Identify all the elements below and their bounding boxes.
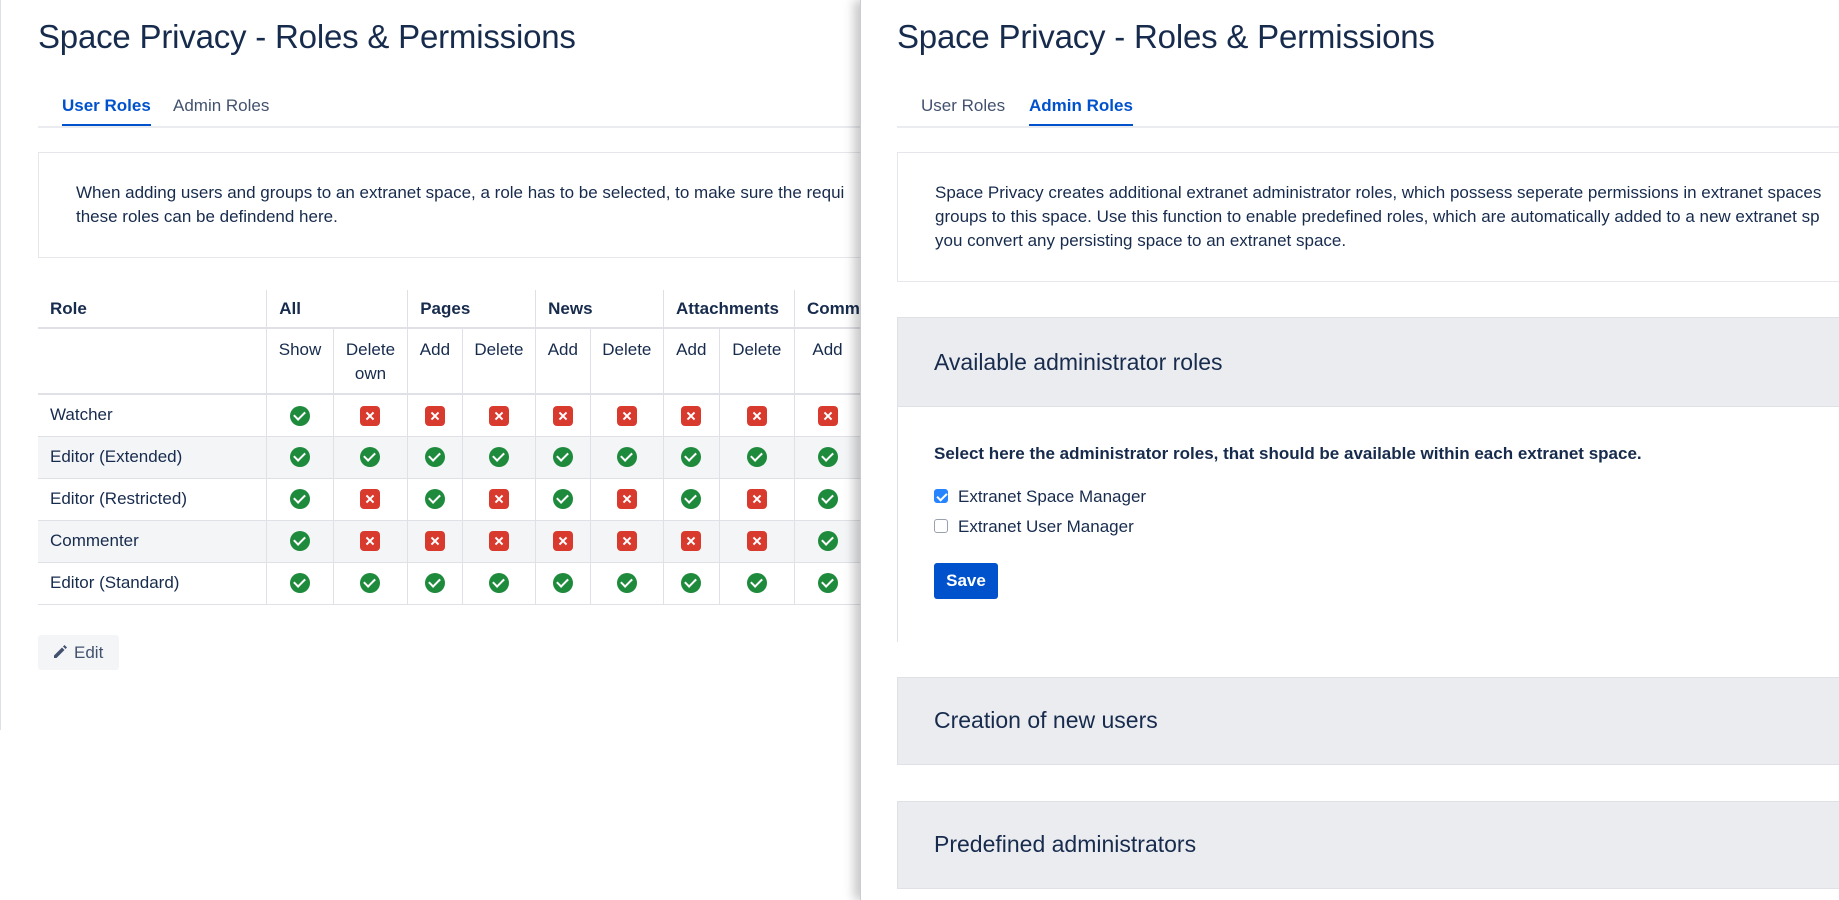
role-name: Commenter [50, 531, 139, 550]
cross-square-icon [747, 531, 767, 551]
col-sub-pages-add: Add [408, 328, 462, 394]
check-circle-icon [489, 447, 509, 467]
permission-cell [462, 520, 535, 562]
permission-cell [536, 394, 590, 436]
permission-cell [462, 394, 535, 436]
save-button[interactable]: Save [934, 563, 998, 599]
permission-cell [333, 436, 407, 478]
admin-roles-panel [860, 0, 1839, 900]
option-label: Extranet Space Manager [958, 487, 1147, 506]
info-line-1: Space Privacy creates additional extranet administrator roles, which possess seperate permissions in extranet spaces [935, 183, 1822, 202]
check-circle-icon [360, 447, 380, 467]
cross-square-icon [617, 531, 637, 551]
permission-cell [267, 436, 333, 478]
cross-square-icon [489, 489, 509, 509]
check-circle-icon [681, 447, 701, 467]
check-circle-icon [617, 573, 637, 593]
permission-cell [719, 394, 794, 436]
permission-cell [408, 436, 462, 478]
check-circle-icon [290, 406, 310, 426]
cross-square-icon [747, 406, 767, 426]
available-admin-roles-section [897, 317, 1839, 642]
cross-square-icon [360, 406, 380, 426]
pencil-icon [52, 643, 68, 659]
info-line-2: groups to this space. Use this function to enable predefined roles, which are automatically added to a new extranet sp [935, 207, 1820, 226]
check-circle-icon [818, 447, 838, 467]
permission-cell [795, 520, 860, 562]
permission-cell [408, 520, 462, 562]
permission-cell [267, 520, 333, 562]
cross-square-icon [818, 406, 838, 426]
predefined-administrators-section[interactable] [897, 801, 1839, 889]
check-circle-icon [747, 447, 767, 467]
edit-label: Edit [74, 643, 104, 662]
select-instruction: Select here the administrator roles, that should be available within each extranet space. [934, 444, 1642, 463]
permission-cell [719, 436, 794, 478]
creation-of-new-users-section[interactable] [897, 677, 1839, 765]
permission-cell [664, 394, 720, 436]
check-circle-icon [360, 573, 380, 593]
tab-bar [897, 92, 1839, 128]
table-row [38, 562, 860, 604]
col-sub-attachments-delete: Delete [719, 328, 794, 394]
permissions-table [38, 290, 860, 605]
col-sub-comments-add: Add [795, 328, 860, 394]
cross-square-icon [489, 531, 509, 551]
col-sub-news-add: Add [536, 328, 590, 394]
info-box [897, 152, 1839, 282]
permission-cell [590, 562, 663, 604]
option-extranet-user-manager[interactable] [934, 517, 1134, 537]
check-circle-icon [818, 489, 838, 509]
cross-square-icon [617, 406, 637, 426]
permission-cell [719, 520, 794, 562]
tab-admin-roles[interactable]: Admin Roles [173, 96, 270, 115]
permission-cell [664, 478, 720, 520]
cross-square-icon [489, 406, 509, 426]
permission-cell [333, 520, 407, 562]
check-circle-icon [425, 573, 445, 593]
check-circle-icon [617, 447, 637, 467]
role-name: Watcher [50, 405, 113, 425]
check-circle-icon [425, 489, 445, 509]
info-line-2: these roles can be defindend here. [76, 207, 338, 226]
check-circle-icon [681, 489, 701, 509]
permission-cell [664, 436, 720, 478]
tab-admin-roles[interactable]: Admin Roles [1029, 96, 1133, 126]
permission-cell [590, 520, 663, 562]
permission-cell [333, 478, 407, 520]
permission-cell [333, 394, 407, 436]
check-circle-icon [553, 573, 573, 593]
cross-square-icon [617, 489, 637, 509]
check-circle-icon [425, 447, 445, 467]
info-box [38, 152, 860, 258]
cross-square-icon [425, 531, 445, 551]
cross-square-icon [553, 406, 573, 426]
col-sub-empty [38, 328, 267, 394]
permission-cell [267, 562, 333, 604]
role-name: Editor (Restricted) [50, 489, 187, 508]
cross-square-icon [425, 406, 445, 426]
col-group-pages: Pages [408, 290, 536, 328]
checkbox-unchecked[interactable] [934, 519, 948, 533]
col-group-attachments: Attachments [664, 290, 795, 328]
col-sub-show: Show [267, 328, 333, 394]
permission-cell [664, 520, 720, 562]
tab-bar [38, 92, 860, 128]
edit-button[interactable] [38, 635, 119, 670]
check-circle-icon [553, 447, 573, 467]
section-heading[interactable]: Creation of new users [934, 707, 1158, 733]
check-circle-icon [818, 531, 838, 551]
check-circle-icon [290, 447, 310, 467]
option-label: Extranet User Manager [958, 517, 1134, 536]
permission-cell [590, 478, 663, 520]
role-name: Editor (Extended) [50, 447, 183, 466]
permission-cell [536, 436, 590, 478]
tab-user-roles[interactable]: User Roles [62, 96, 151, 126]
check-circle-icon [553, 489, 573, 509]
col-sub-pages-delete: Delete [462, 328, 535, 394]
role-name: Editor (Standard) [50, 573, 180, 592]
permission-cell [408, 478, 462, 520]
table-row [38, 436, 860, 478]
permission-cell [267, 394, 333, 436]
permission-cell [462, 436, 535, 478]
checkbox-checked[interactable] [934, 489, 948, 503]
cross-square-icon [747, 489, 767, 509]
table-row [38, 394, 860, 436]
permission-cell [267, 478, 333, 520]
tab-user-roles[interactable]: User Roles [921, 96, 1006, 115]
page-title: Space Privacy - Roles & Permissions [897, 18, 1435, 55]
permission-cell [408, 394, 462, 436]
permission-cell [462, 562, 535, 604]
permission-cell [795, 562, 860, 604]
user-roles-panel [0, 0, 860, 730]
check-circle-icon [681, 573, 701, 593]
permission-cell [333, 562, 407, 604]
permission-cell [462, 478, 535, 520]
check-circle-icon [489, 573, 509, 593]
cross-square-icon [553, 531, 573, 551]
col-group-role: Role [38, 290, 267, 328]
permission-cell [536, 562, 590, 604]
info-line-3: you convert any persisting space to an extranet space. [935, 231, 1347, 250]
left-blank-area [0, 730, 860, 900]
check-circle-icon [290, 531, 310, 551]
permission-cell [408, 562, 462, 604]
page-title: Space Privacy - Roles & Permissions [38, 18, 576, 55]
col-sub-news-delete: Delete [590, 328, 663, 394]
permission-cell [536, 478, 590, 520]
cross-square-icon [360, 531, 380, 551]
option-extranet-space-manager[interactable] [934, 487, 1146, 507]
permission-cell [536, 520, 590, 562]
check-circle-icon [818, 573, 838, 593]
check-circle-icon [290, 489, 310, 509]
col-sub-delete-own: Delete own [333, 328, 407, 394]
table-row [38, 520, 860, 562]
check-circle-icon [290, 573, 310, 593]
permission-cell [719, 562, 794, 604]
cross-square-icon [681, 531, 701, 551]
col-group-comments: Comm [795, 290, 860, 328]
permission-cell [719, 478, 794, 520]
table-row [38, 478, 860, 520]
col-sub-attachments-add: Add [664, 328, 720, 394]
permission-cell [590, 394, 663, 436]
check-circle-icon [747, 573, 767, 593]
col-group-all: All [267, 290, 408, 328]
cross-square-icon [360, 489, 380, 509]
section-body [898, 406, 1839, 642]
permission-cell [664, 562, 720, 604]
section-heading[interactable]: Predefined administrators [934, 831, 1197, 857]
section-heading[interactable]: Available administrator roles [934, 349, 1223, 375]
permission-cell [795, 478, 860, 520]
permission-cell [795, 436, 860, 478]
cross-square-icon [681, 406, 701, 426]
col-group-news: News [536, 290, 664, 328]
info-line-1: When adding users and groups to an extranet space, a role has to be selected, to make sure the requi [76, 183, 845, 202]
permission-cell [795, 394, 860, 436]
permission-cell [590, 436, 663, 478]
